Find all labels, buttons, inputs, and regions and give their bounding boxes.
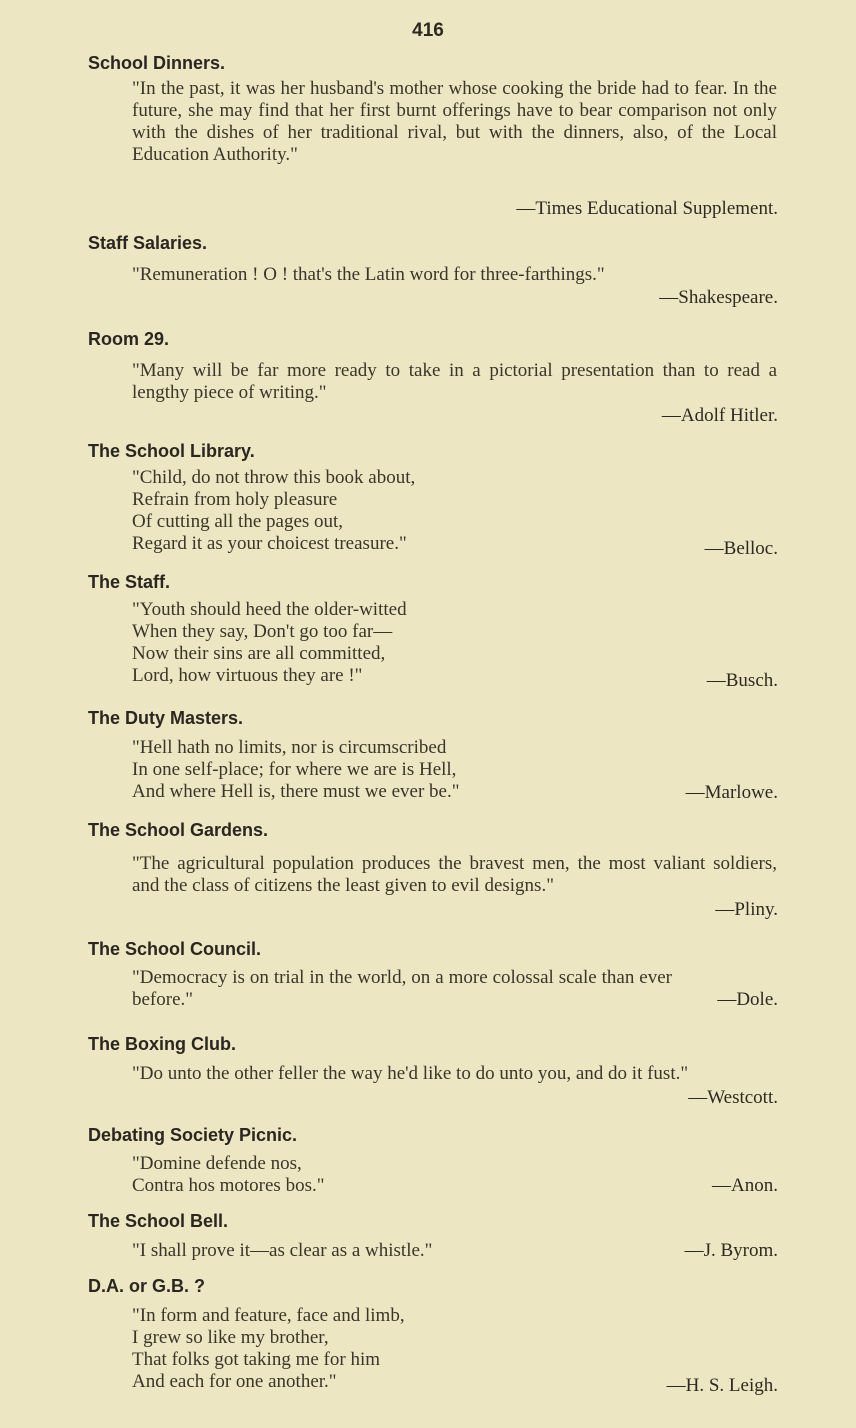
verse-line: "Youth should heed the older-witted <box>132 599 407 620</box>
verse-line: I grew so like my brother, <box>132 1327 329 1348</box>
section-heading-school-gardens: The School Gardens. <box>88 820 269 840</box>
section-heading-the-staff: The Staff. <box>88 572 171 592</box>
verse-line: "Child, do not throw this book about, <box>132 467 416 488</box>
section-quote-boxing-club: "Do unto the other feller the way he'd like to do unto you, and do it fust." <box>132 1063 689 1084</box>
section-heading-da-or-gb: D.A. or G.B. ? <box>88 1276 205 1296</box>
section-quote-school-dinners: "In the past, it was her husband's mother whose cooking the bride had to fear. In the future, she may find that her first burnt offerings have to bear comparison not only with the dishes of her traditional rival, but with the dinners, also, of the Local Education Authority." <box>132 78 777 165</box>
section-heading-boxing-club: The Boxing Club. <box>88 1034 236 1054</box>
section-attribution-school-bell: —J. Byrom. <box>684 1240 778 1261</box>
verse-line: And where Hell is, there must we ever be." <box>132 781 460 802</box>
section-heading-duty-masters: The Duty Masters. <box>88 708 244 728</box>
section-heading-room-29: Room 29. <box>88 329 170 349</box>
section-attribution-da-or-gb: —H. S. Leigh. <box>666 1375 778 1396</box>
section-attribution-debating-society-picnic: —Anon. <box>712 1175 778 1196</box>
section-quote-staff-salaries: "Remuneration ! O ! that's the Latin word for three-farthings." <box>132 264 605 285</box>
verse-line: That folks got taking me for him <box>132 1349 381 1370</box>
section-attribution-staff-salaries: —Shakespeare. <box>659 287 778 308</box>
verse-line: When they say, Don't go too far— <box>132 621 393 642</box>
verse-line: Lord, how virtuous they are !" <box>132 665 363 686</box>
section-heading-debating-society-picnic: Debating Society Picnic. <box>88 1125 298 1145</box>
verse-line: In one self-place; for where we are is Hell, <box>132 759 457 780</box>
section-verse-debating-society-picnic <box>132 1153 777 1197</box>
section-heading-school-dinners: School Dinners. <box>88 53 226 73</box>
page-number: 416 <box>412 20 444 41</box>
section-heading-school-council: The School Council. <box>88 939 262 959</box>
section-quote-school-gardens: "The agricultural population produces the bravest men, the most valiant soldiers, and the class of citizens the least given to evil designs." <box>132 853 777 896</box>
section-verse-school-library <box>132 467 777 555</box>
section-heading-school-bell: The School Bell. <box>88 1211 229 1231</box>
section-quote-school-council: "Democracy is on trial in the world, on a more colossal scale than ever before." <box>132 967 672 1010</box>
verse-line: Contra hos motores bos." <box>132 1175 325 1196</box>
section-attribution-school-council: —Dole. <box>717 989 778 1010</box>
section-attribution-the-staff: —Busch. <box>706 670 778 691</box>
verse-line: Refrain from holy pleasure <box>132 489 338 510</box>
verse-line: "Hell hath no limits, nor is circumscribed <box>132 737 447 758</box>
section-attribution-duty-masters: —Marlowe. <box>685 782 778 803</box>
section-verse-the-staff <box>132 599 777 687</box>
section-attribution-school-gardens: —Pliny. <box>715 899 778 920</box>
section-verse-duty-masters <box>132 737 777 803</box>
verse-line: Of cutting all the pages out, <box>132 511 344 532</box>
verse-line: Now their sins are all committed, <box>132 643 386 664</box>
section-attribution-room-29: —Adolf Hitler. <box>661 405 778 426</box>
verse-line: And each for one another." <box>132 1371 337 1392</box>
section-attribution-boxing-club: —Westcott. <box>688 1087 778 1108</box>
verse-line: "Domine defende nos, <box>132 1153 302 1174</box>
section-heading-school-library: The School Library. <box>88 441 255 461</box>
section-quote-school-bell: "I shall prove it—as clear as a whistle." <box>132 1240 433 1261</box>
section-heading-staff-salaries: Staff Salaries. <box>88 233 208 253</box>
section-attribution-school-library: —Belloc. <box>704 538 778 559</box>
section-attribution-school-dinners: —Times Educational Supplement. <box>516 198 778 219</box>
verse-line: Regard it as your choicest treasure." <box>132 533 407 554</box>
verse-line: "In form and feature, face and limb, <box>132 1305 405 1326</box>
section-quote-room-29: "Many will be far more ready to take in a pictorial presentation than to read a lengthy piece of writing." <box>132 360 777 403</box>
